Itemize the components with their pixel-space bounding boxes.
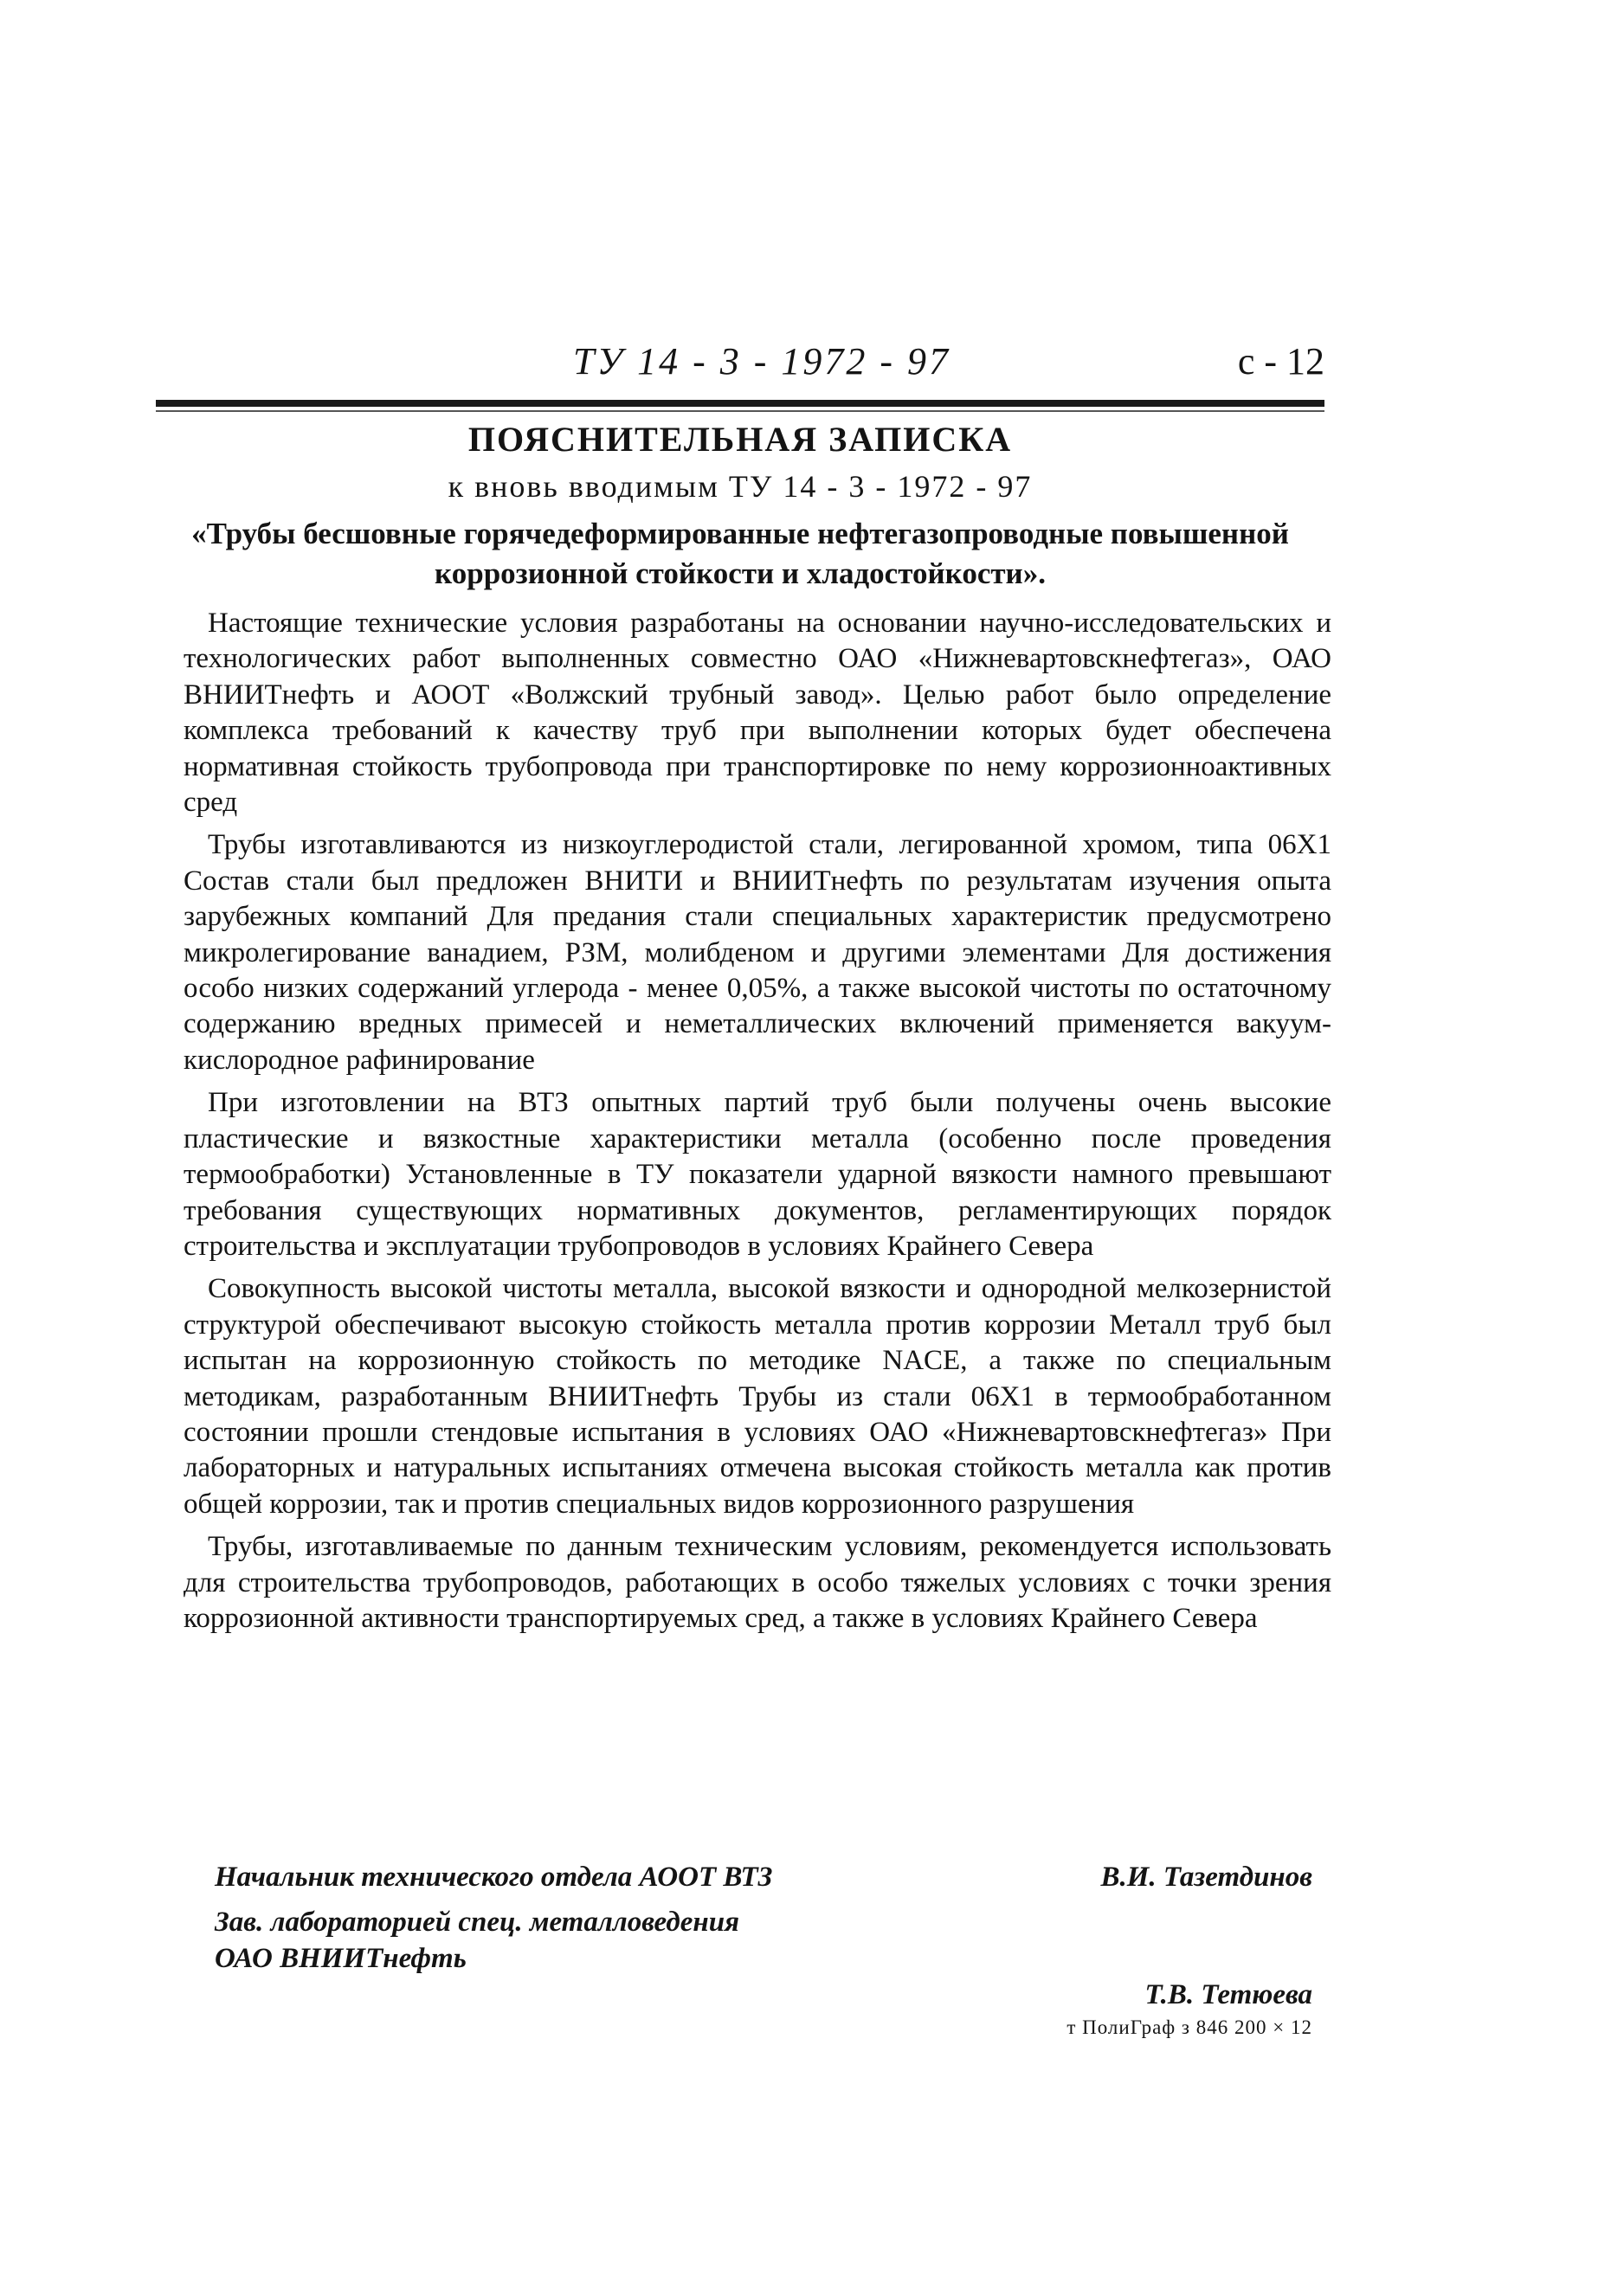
page-header xyxy=(156,339,1324,393)
printer-imprint: т ПолиГраф з 846 200 × 12 xyxy=(1066,2016,1312,2038)
page-number: с - 12 xyxy=(1237,340,1324,383)
signatory-position: Начальник технического отдела АООТ ВТЗ xyxy=(215,1862,773,1893)
document-subtitle: к вновь вводимым ТУ 14 - 3 - 1972 - 97 xyxy=(448,469,1033,504)
signatory-name: Т.В. Тетюева xyxy=(1144,1979,1312,2010)
document-title: ПОЯСНИТЕЛЬНАЯ ЗАПИСКА xyxy=(467,420,1013,459)
paragraph: Трубы изготавливаются из низкоуглеродистой стали, легированной хромом, типа 06Х1 Состав стали был предложен ВНИТИ и ВНИИТнефть по результатам изучения опыта зарубежных компаний Для предания стали специальных характеристик предусмотрено микролегирование ванадием, РЗМ, молибденом и другими элементами Для достижения особо низких содержаний углерода - менее 0,05%, а также высокой чистоты по остаточному содержанию вредных примесей и неметаллических включений применяется вакуум-кислородное рафинирование xyxy=(184,829,1331,1076)
signature-line-2 xyxy=(215,1904,1324,1940)
signature-line-3 xyxy=(215,1940,1324,2010)
signatory-organization: ОАО ВНИИТнефть xyxy=(215,1943,467,1974)
product-title: «Трубы бесшовные горячедеформированные нефтегазопроводные повышенной коррозионной стойкости и хладостойкости». xyxy=(191,517,1289,590)
paragraph: Настоящие технические условия разработаны на основании научно-исследовательских и технологических работ выполненных совместно ОАО «Нижневартовскнефтегаз», ОАО ВНИИТнефть и АООТ «Волжский трубный завод». Целью работ было определение комплекса требований к качеству труб при выполнении которых будет обеспечена нормативная стойкость трубопровода при транспортировке по нему коррозионноактивных сред xyxy=(184,608,1331,819)
paragraph: Совокупность высокой чистоты металла, высокой вязкости и однородной мелкозернистой структурой обеспечивают высокую стойкость металла против коррозии Металл труб был испытан на коррозионную стойкость по методике NACE, а также по специальным методикам, разработанным ВНИИТнефть Трубы из стали 06Х1 в термообработанном состоянии прошли стендовые испытания в условиях ОАО «Нижневартовскнефтегаз» При лабораторных и натуральных испытаниях отмечена высокая стойкость металла как против общей коррозии, так и против специальных видов коррозионного разрушения xyxy=(184,1273,1331,1520)
paragraph: Трубы, изготавливаемые по данным техническим условиям, рекомендуется использовать для строительства трубопроводов, работающих в особо тяжелых условиях с точки зрения коррозионной активности транспортируемых сред, а также в условиях Крайнего Севера xyxy=(184,1531,1331,1634)
signatory-position: Зав. лабораторией спец. металловедения xyxy=(215,1907,740,1938)
document-code: ТУ 14 - 3 - 1972 - 97 xyxy=(573,340,951,383)
signature-line-1 xyxy=(215,1859,1324,1895)
body-text xyxy=(184,606,1331,1643)
signatory-name: В.И. Тазетдинов xyxy=(1100,1862,1312,1893)
header-rule-thin xyxy=(156,410,1324,412)
header-rule xyxy=(156,400,1324,407)
paragraph: При изготовлении на ВТЗ опытных партий труб были получены очень высокие пластические и вязкостные характеристики металла (особенно после проведения термообработки) Установленные в ТУ показатели ударной вязкости намного превышают требования существующих нормативных документов, регламентирующих порядок строительства и эксплуатации трубопроводов в условиях Крайнего Севера xyxy=(184,1087,1331,1262)
